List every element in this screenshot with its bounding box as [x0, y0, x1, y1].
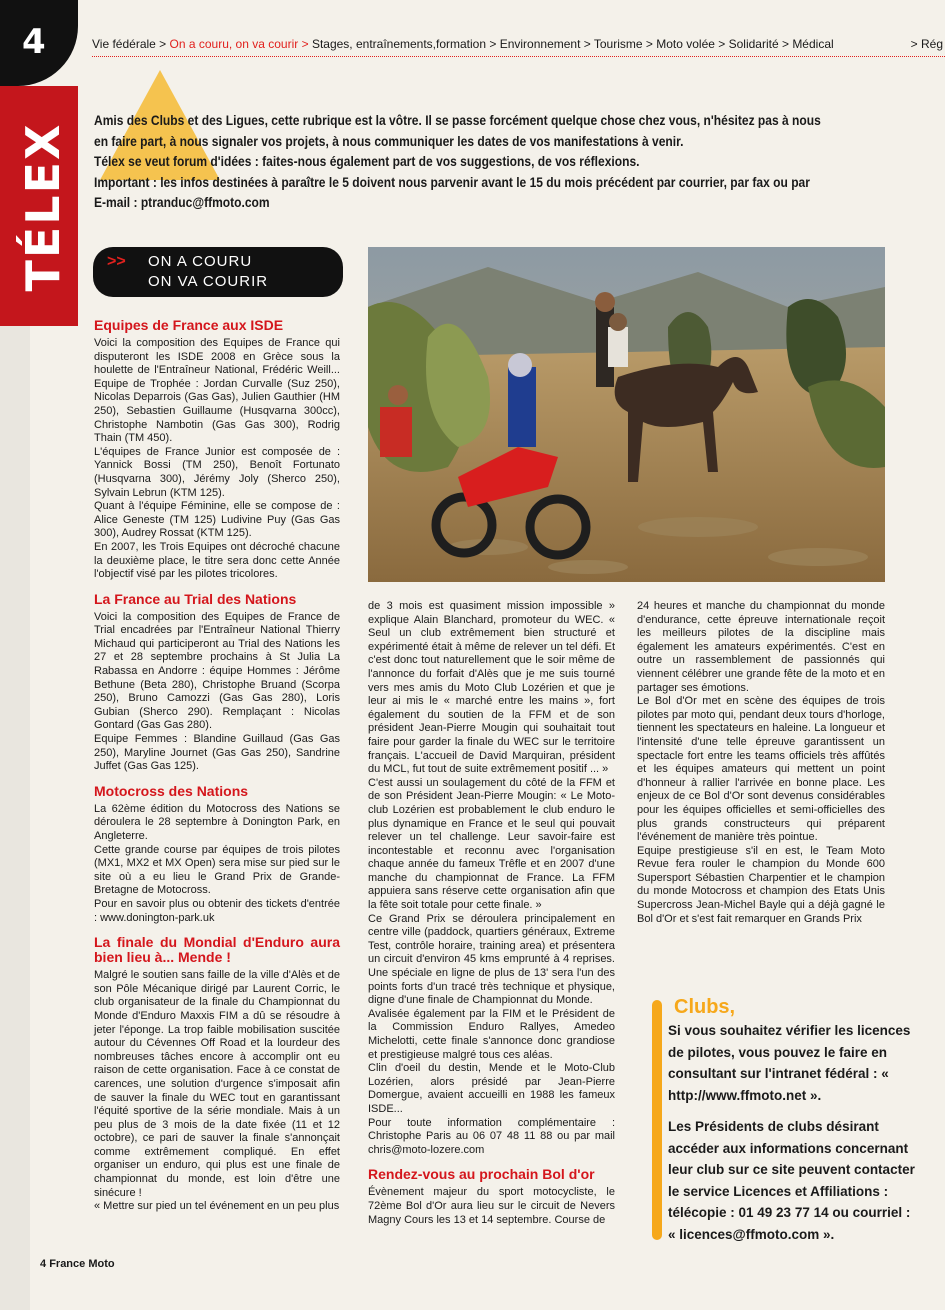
article-paragraph: Equipe Femmes : Blandine Guillaud (Gas Gas 250), Maryline Journet (Gas Gas 250), Sandrine Juffet (Gas Gas 125).	[94, 733, 340, 773]
article-paragraph: C'est aussi un soulagement du côté de la FFM et de son Président Jean-Pierre Mougin: « Le Moto-club Lozérien est probablement le club enduro le plus dynamique en France et le seul qui pouvait relever un tel challenge. Leur savoir-faire est incontestable et reconnu avec l'organisation chaque année du fameux Trêfle et en 2007 d'une manche du championnat de France. La FFM appuiera sans réserve cette organisation afin que la fête soit totale pour cette finale. »	[368, 776, 615, 912]
rubric-pill	[93, 247, 343, 297]
article-heading: Rendez-vous au prochain Bol d'or	[368, 1166, 595, 1183]
intro-paragraph: Télex se veut forum d'idées : faites-nous également part de vos suggestions, de vos réflexions.	[94, 153, 640, 169]
article-heading: La France au Trial des Nations	[94, 590, 297, 607]
clubs-paragraph: Les Présidents de clubs désirant accéder aux informations concernant leur club sur ce site peuvent contacter le service Licences et Affiliations : télécopie : 01 49 23 77 14 ou courriel : « licences@ffmoto.com ».	[668, 1119, 915, 1242]
clubs-accent-bar	[652, 1000, 662, 1240]
article-paragraph: La 62ème édition du Motocross des Nations se déroulera le 28 septembre à Donington Park, en Angleterre.	[94, 802, 340, 842]
page-footer	[40, 1258, 115, 1270]
article-paragraph: Quant à l'équipe Féminine, elle se compose de : Alice Geneste (TM 125) Ludivine Puy (Gas Gas 300), Audrey Rossat (KTM 125).	[94, 500, 340, 540]
dotted-rule	[92, 56, 945, 57]
article-paragraph: Le Bol d'Or met en scène des équipes de trois pilotes par moto qui, pendant deux tours d'horloge, tiennent les spectateurs en haleine. La longueur et l'intensité d'une telle épreuve garantissent un spectacle fort entre les teams officiels très affûtés et les équipes amateurs qui mettent un point d'honneur à rallier l'arrivée en bonne place. Les enjeux de ce Bol d'Or sont devenus considérables pour les équipes officielles et semi-officielles des plus grands constructeurs qui préparent l'événement de manière très pointue.	[637, 695, 885, 844]
article-paragraph: Clin d'oeil du destin, Mende et le Moto-Club Lozérien, alors présidé par Jean-Pierre Domergue, avaient accueilli en 1988 les fameux ISDE...	[368, 1062, 615, 1115]
article-paragraph: L'équipes de France Junior est composée de : Yannick Bossi (TM 250), Benoît Fortunato (Husqvarna 300), Jérémy Joly (Sherco 250), Sylvain Lebrun (KTM 125).	[94, 445, 340, 499]
breadcrumb-end: > Rég	[910, 37, 943, 51]
column-2	[368, 600, 615, 1227]
article-heading: Equipes de France aux ISDE	[94, 317, 284, 333]
article-paragraph: Évènement majeur du sport motocycliste, le 72ème Bol d'Or aura lieu sur le circuit de Nevers Magny Cours les 13 et 14 septembre. Course de	[368, 1186, 615, 1226]
intro-text	[94, 110, 825, 213]
footer-magazine: France Moto	[49, 1258, 115, 1270]
article-heading: Motocross des Nations	[94, 782, 249, 799]
article-heading: La finale du Mondial d'Enduro aura bien lieu à... Mende !	[94, 934, 340, 966]
breadcrumb	[92, 37, 945, 51]
article-paragraph: Pour toute information complémentaire : Christophe Paris au 06 07 48 11 88 ou par mail chris@moto-lozere.com	[368, 1116, 615, 1156]
double-chevron-icon: >>	[107, 253, 126, 270]
article-paragraph: Pour en savoir plus ou obtenir des tickets d'entrée : www.donington-park.uk	[94, 897, 340, 924]
page-number: 4	[22, 22, 46, 62]
clubs-box	[668, 1020, 918, 1255]
clubs-paragraph: Si vous souhaitez vérifier les licences de pilotes, vous pouvez le faire en consultant sur l'intranet fédéral : « http://www.ffmoto.net ».	[668, 1023, 911, 1103]
intro-paragraph: Amis des Clubs et des Ligues, cette rubrique est la vôtre. Il se passe forcément quelque chose chez vous, n'hésitez pas à nous en faire part, à nous signaler vos projets, à nous communiquer les dates de vos manifestations à venir.	[94, 112, 821, 149]
article-paragraph: Avalisée également par la FIM et le Président de la Commission Enduro Rallyes, Amedeo Michelotti, cette finale s'annonce donc grandiose et prestigieuse malgré tous ces aléas.	[368, 1007, 615, 1061]
article-paragraph: Equipe prestigieuse s'il en est, le Team Moto Revue fera rouler le champion du Monde 600 Supersport Sébastien Charpentier et le champion du monde Motocross et champion des Etats Unis Supercross Jean-Michel Bayle qui a déjà gagné le Bol d'Or et s'est fait remarquer en Grands Prix	[637, 844, 885, 925]
article-paragraph: de 3 mois est quasiment mission impossible » explique Alain Blanchard, promoteur du WEC. « Seul un club extrêmement bien structuré et expérimenté était à même de relever un tel défi. Et c'est donc tout naturellement que le soir même de l'annonce du forfait d'Alès que je me suis tourné vers mes amis du Moto Club Lozérien et que je leur ai mis le « marché entre les mains », fort également du soutien de la FFM et de son président Jean-Pierre Mougin qui souhaitait tout faire pour garder la finale du WEC sur le territoire français. L'accueil de David Marquiran, président du MCL, fut tout de suite extrêmement positif ... »	[368, 600, 615, 776]
clubs-title: Clubs,	[674, 996, 736, 1018]
article-paragraph: Cette grande course par équipes de trois pilotes (MX1, MX2 et MX Open) sera mise sur pied sur le site où a eu lieu le Grand Prix de Grande-Bretagne de Motocross.	[94, 843, 340, 897]
side-margin	[0, 326, 30, 1310]
article-paragraph: « Mettre sur pied un tel événement en un peu plus	[94, 1200, 340, 1213]
intro-paragraph: Important : les infos destinées à paraître le 5 doivent nous parvenir avant le 15 du mois précédent par courrier, par fax ou par E-mail : ptranduc@ffmoto.com	[94, 173, 810, 210]
breadcrumb-item-rest: Stages, entraînements,formation > Environnement > Tourisme > Moto volée > Solidarité > Médical	[311, 37, 834, 51]
article-paragraph: Malgré le soutien sans faille de la ville d'Alès et de son Pôle Mécanique dirigé par Laurent Corric, le club organisateur de la finale du Championnat du Monde d'Enduro Maxxis FIM a dû se résoudre à jeter l'éponge. La trop faible mobilisation suscitée autour du Cévennes Off Road et la lourdeur des nombreuses tâches encore à accomplir ont eu raison de cette organisation. Face à ce constat de carences, une solution d'urgence s'imposait afin de sauver la finale du WEC tout en garantissant l'équité sportive de la série mondiale. Mais à un peu plus de 3 mois de la date fixée (11 et 12 octobre), ce pari de sauver la finale s'annonçait comme extrêmement compliqué. En effet organiser un enduro, qui plus est une finale de championnat du monde, est loin d'être une sinécure !	[94, 969, 340, 1199]
section-title: TÉLEX	[16, 122, 70, 292]
rubric-line-2: ON VA COURIR	[148, 273, 269, 290]
enduro-photo	[368, 247, 885, 582]
breadcrumb-item-current: On a couru, on va courir >	[169, 37, 309, 51]
breadcrumb-item-vie-federale: Vie fédérale >	[92, 37, 167, 51]
article-paragraph: Voici la composition des Equipes de France qui disputeront les ISDE 2008 en Grèce sous la houlette de l'Entraîneur National, Frédéric Weill... Equipe de Trophée : Jordan Curvalle (Suz 250), Nicolas Deparrois (Gas Gas), Julien Gauthier (HM 250), Sebastien Guillaume (Husqvarna 300cc), Christophe Nambotin (Gas Gas 300), Rodrig Thain (TM 450).	[94, 337, 340, 445]
article-paragraph: 24 heures et manche du championnat du monde d'endurance, cette épreuve internationale reçoit les meilleurs pilotes de la discipline mais également les amateurs expérimentés. C'est en outre un rassemblement de passionnés qui viennent célébrer une grande fête de la moto et en partager ses émotions.	[637, 600, 885, 694]
footer-page-number: 4	[40, 1258, 47, 1270]
rubric-line-1: ON A COURU	[148, 253, 253, 270]
column-3	[637, 600, 885, 926]
article-paragraph: Ce Grand Prix se déroulera principalement en centre ville (paddock, quartiers généraux, Extreme Test, contrôle horaire, training area) et présentera un circuit d'environ 45 kms emprunté à 4 reprises. Une spéciale en ligne de plus de 13' sera l'un des points forts d'un tracé très technique et physique, digne d'une finale de Championnat du Monde.	[368, 912, 615, 1007]
article-paragraph: Voici la composition des Equipes de France de Trial encadrées par l'Entraîneur National Thierry Michaud qui participeront au Trial des Nations les 27 et 28 septembre prochains à St Julia La Rabassa en Andorre : équipe Hommes : Jérôme Bethune (Beta 280), Christophe Bruand (Scorpa 250), Bruno Camozzi (Gas Gas 280), Loris Gubian (Sherco 290). Remplaçant : Nicolas Gontard (Gas Gas 280).	[94, 610, 340, 732]
column-1	[94, 318, 340, 1214]
article-paragraph: En 2007, les Trois Equipes ont décroché chacune la deuxième place, le titre sera donc cette Année l'objectif visé par les pilotes tricolores.	[94, 540, 340, 581]
